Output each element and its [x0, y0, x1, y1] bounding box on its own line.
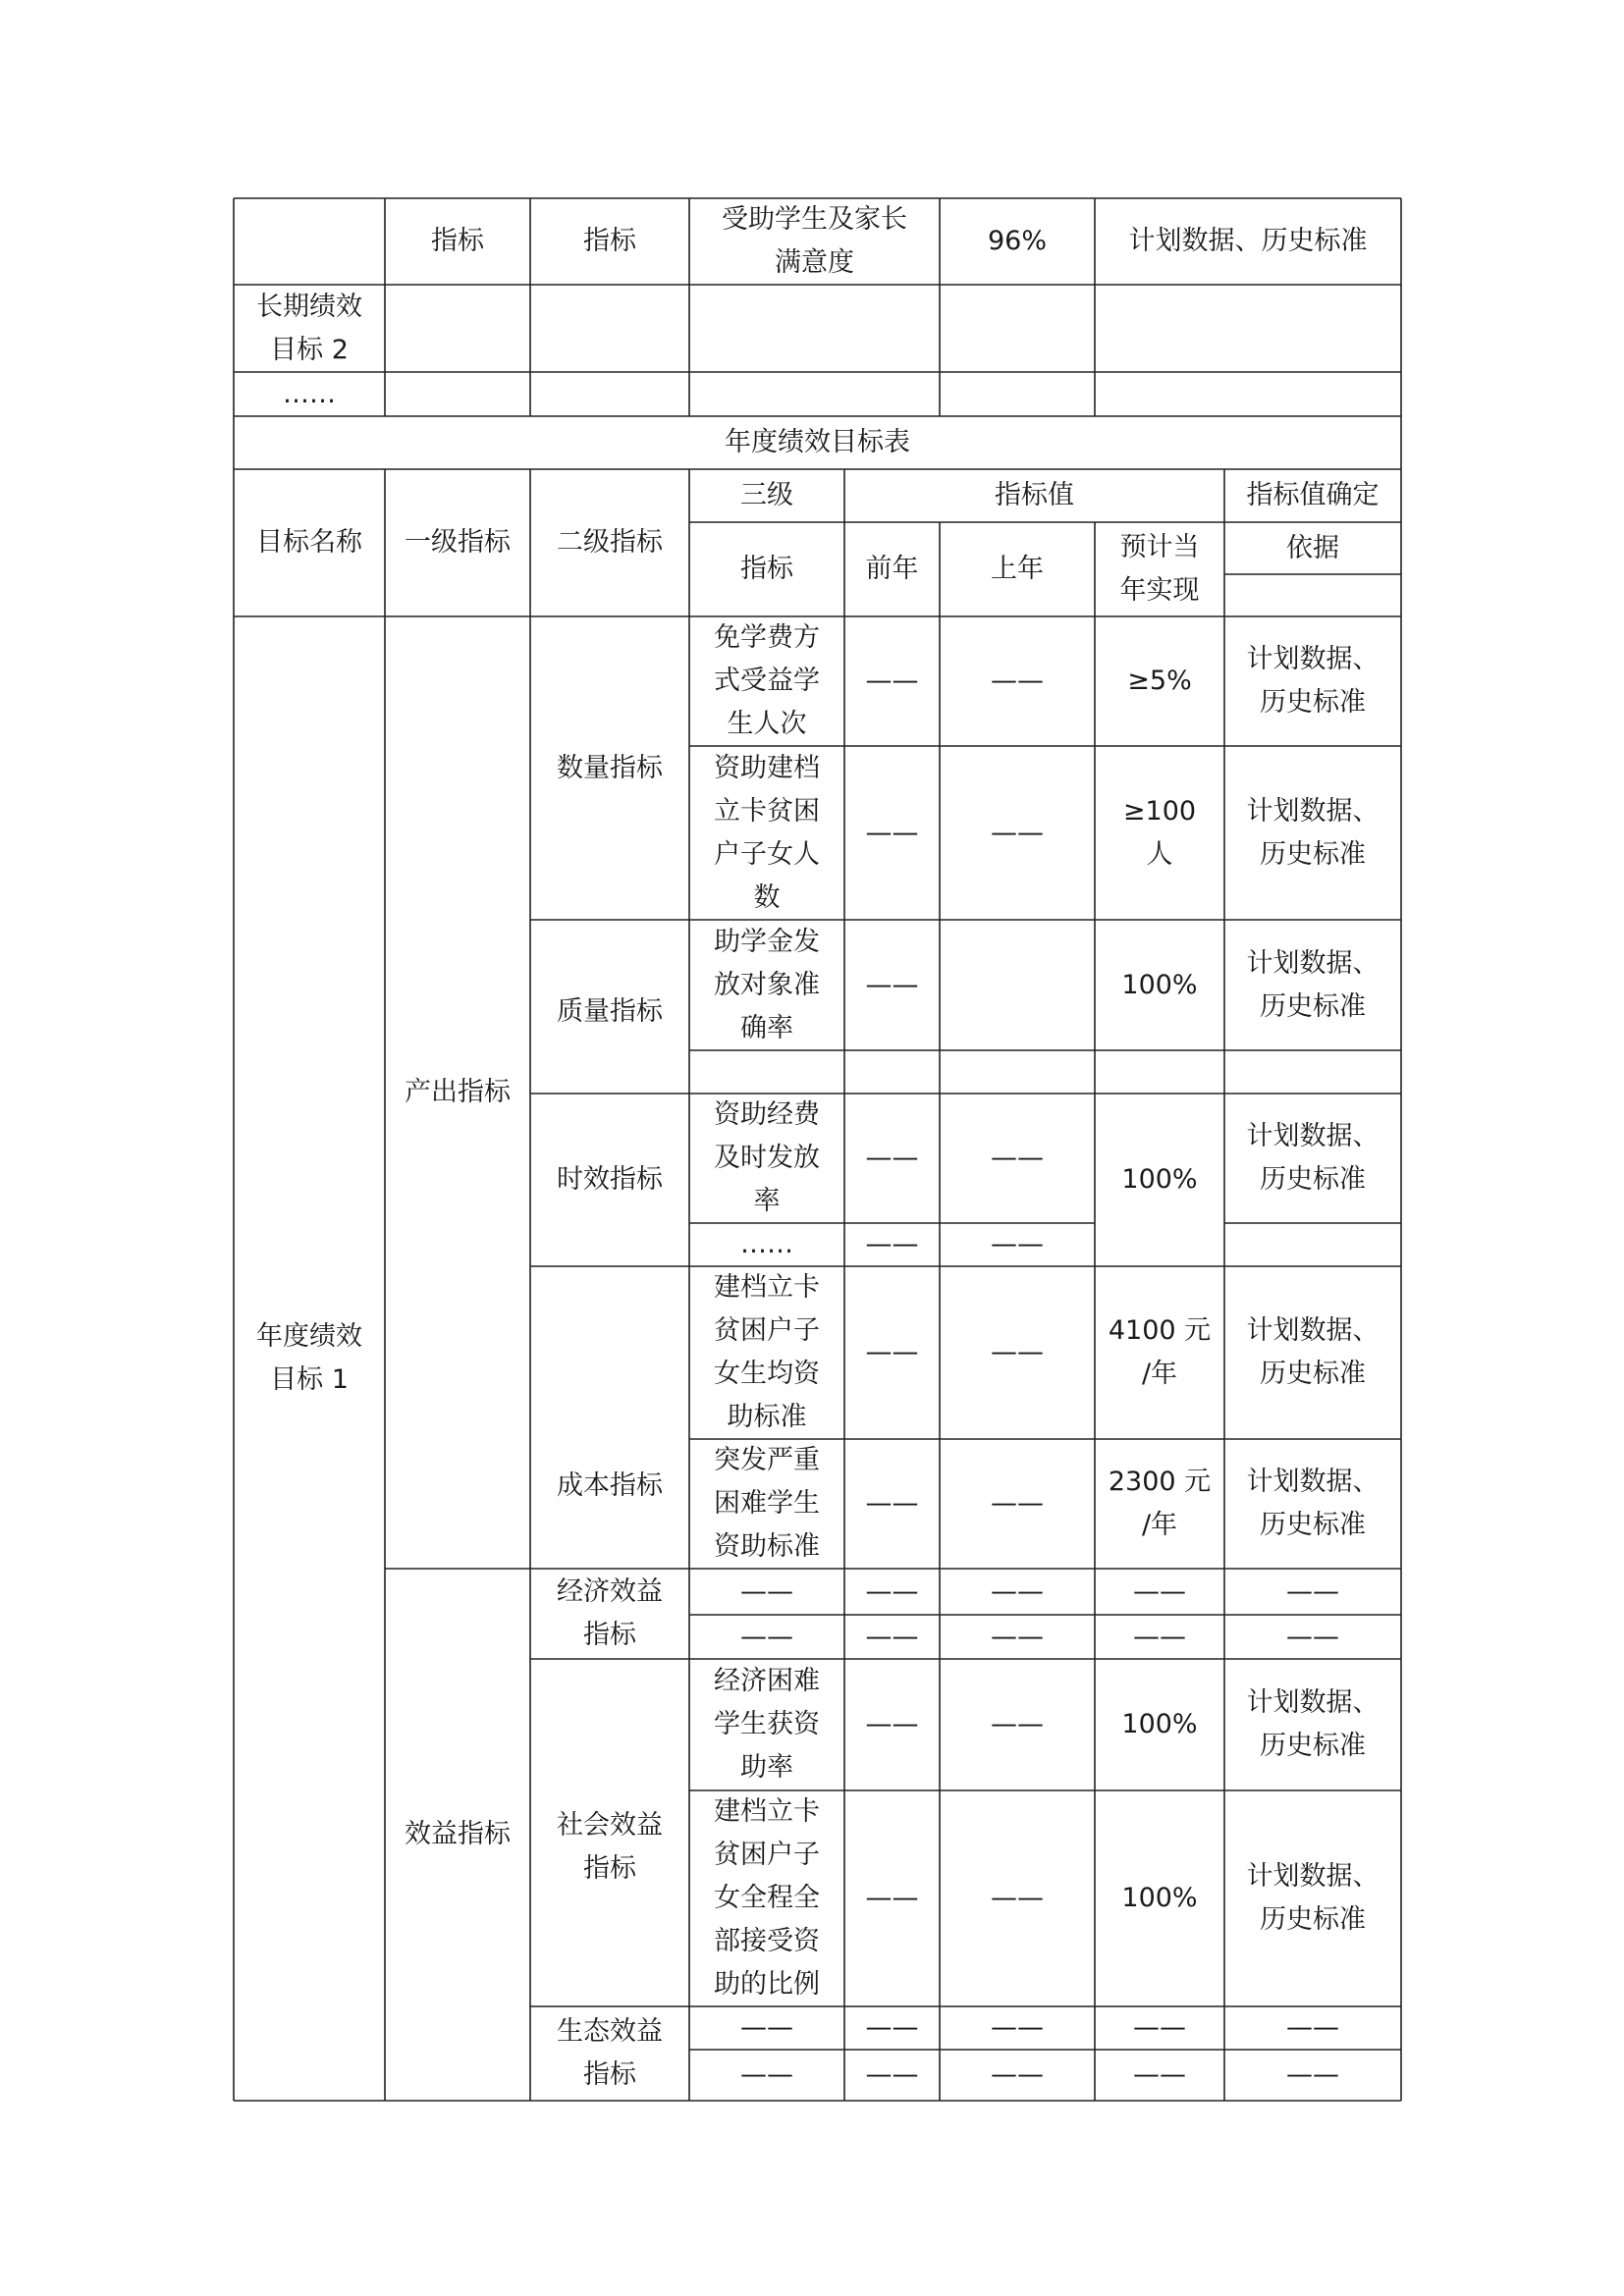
level2-quality: 质量指标 — [557, 995, 663, 1027]
row-c2-basis: 计划数据、 历史标准 — [1246, 1467, 1380, 1540]
row-t2-last: —— — [991, 1229, 1044, 1259]
row-c1-basis: 计划数据、 历史标准 — [1246, 1315, 1380, 1389]
row-e1-last: —— — [991, 1575, 1044, 1607]
header-level3-bottom: 指标 — [740, 554, 793, 584]
header-target-name: 目标名称 — [256, 527, 362, 558]
top-row1-value: 96% — [987, 226, 1047, 256]
long-term-target-2: 长期绩效 目标 2 — [256, 291, 362, 365]
row-q1-prev: —— — [865, 666, 919, 696]
row-t1-last: —— — [991, 1143, 1044, 1173]
row-g1-prev: —— — [865, 2012, 919, 2043]
row-ql1-prev: —— — [865, 969, 919, 1000]
header-expected: 预计当 年实现 — [1119, 532, 1200, 606]
row-g2-prev: —— — [865, 2059, 919, 2090]
level2-ecological: 生态效益 指标 — [557, 2016, 663, 2090]
row-q2-prev: —— — [865, 817, 919, 848]
level2-cost: 成本指标 — [557, 1470, 663, 1501]
row-c2-expected: 2300 元 /年 — [1108, 1467, 1212, 1540]
level2-timeliness: 时效指标 — [557, 1164, 663, 1195]
row-e2-name: —— — [740, 1621, 793, 1652]
row-s1-prev: —— — [865, 1709, 919, 1739]
header-last-year: 上年 — [991, 554, 1044, 584]
level1-output: 产出指标 — [405, 1077, 511, 1107]
annual-target-1: 年度绩效 目标 1 — [256, 1321, 362, 1395]
row-t1-expected: 100% — [1121, 1164, 1198, 1195]
row-q1-name: 免学费方 式受益学 生人次 — [714, 622, 820, 739]
header-values: 指标值 — [995, 480, 1074, 510]
row-ql1-name: 助学金发 放对象准 确率 — [714, 926, 820, 1043]
top-row1-col3: 指标 — [583, 226, 636, 256]
row-t2-ellipsis: …… — [740, 1229, 793, 1259]
row-t1-basis: 计划数据、 历史标准 — [1246, 1121, 1380, 1195]
row-q2-last: —— — [991, 817, 1044, 848]
row-t1-name: 资助经费 及时发放 率 — [714, 1099, 820, 1216]
row-c2-name: 突发严重 困难学生 资助标准 — [714, 1445, 820, 1562]
row-g1-expected: —— — [1133, 2012, 1186, 2043]
row-g2-name: —— — [740, 2059, 793, 2090]
row-e1-prev: —— — [865, 1575, 919, 1607]
annual-table-title: 年度绩效目标表 — [725, 427, 910, 457]
top-row3-ellipsis: …… — [283, 378, 336, 409]
row-g1-name: —— — [740, 2012, 793, 2043]
row-g2-expected: —— — [1133, 2059, 1186, 2090]
row-c1-prev: —— — [865, 1337, 919, 1367]
row-c2-prev: —— — [865, 1488, 919, 1519]
row-g1-last: —— — [991, 2012, 1044, 2043]
row-s1-expected: 100% — [1121, 1709, 1198, 1739]
row-c2-last: —— — [991, 1488, 1044, 1519]
row-q1-last: —— — [991, 666, 1044, 696]
row-c1-last: —— — [991, 1337, 1044, 1367]
row-g1-basis: —— — [1286, 2012, 1339, 2043]
top-row1-indicator: 受助学生及家长 满意度 — [722, 204, 907, 278]
level1-benefit: 效益指标 — [405, 1819, 511, 1849]
header-level1: 一级指标 — [405, 527, 511, 558]
row-e2-prev: —— — [865, 1621, 919, 1652]
row-c1-expected: 4100 元 /年 — [1108, 1315, 1212, 1389]
row-s2-basis: 计划数据、 历史标准 — [1246, 1861, 1380, 1935]
row-ql1-basis: 计划数据、 历史标准 — [1246, 947, 1380, 1022]
row-e1-name: —— — [740, 1575, 793, 1607]
row-t1-prev: —— — [865, 1143, 919, 1173]
level2-economic: 经济效益 指标 — [557, 1576, 663, 1650]
top-row1-col2: 指标 — [431, 226, 484, 256]
row-t2-prev: —— — [865, 1229, 919, 1259]
level2-quantity: 数量指标 — [557, 752, 663, 783]
top-row1-basis: 计划数据、历史标准 — [1128, 226, 1368, 256]
row-ql1-expected: 100% — [1121, 969, 1198, 1000]
row-q2-name: 资助建档 立卡贫困 户子女人 数 — [714, 752, 820, 913]
header-basis-top: 指标值确定 — [1246, 480, 1380, 510]
row-s2-last: —— — [991, 1883, 1044, 1913]
row-c1-name: 建档立卡 贫困户子 女生均资 助标准 — [714, 1272, 820, 1432]
level2-social: 社会效益 指标 — [557, 1810, 663, 1884]
row-s2-expected: 100% — [1121, 1883, 1198, 1913]
row-q2-expected: ≥100 人 — [1122, 795, 1197, 870]
row-e2-last: —— — [991, 1621, 1044, 1652]
row-q1-basis: 计划数据、 历史标准 — [1246, 644, 1380, 718]
row-g2-last: —— — [991, 2059, 1044, 2090]
row-e1-basis: —— — [1286, 1575, 1339, 1607]
row-s2-name: 建档立卡 贫困户子 女全程全 部接受资 助的比例 — [714, 1796, 820, 2000]
row-e1-expected: —— — [1133, 1575, 1186, 1607]
row-s2-prev: —— — [865, 1883, 919, 1913]
row-e2-expected: —— — [1133, 1621, 1186, 1652]
row-s1-name: 经济困难 学生获资 助率 — [714, 1666, 820, 1783]
header-level3-top: 三级 — [740, 480, 793, 510]
row-q1-expected: ≥5% — [1127, 666, 1192, 696]
header-basis-bottom: 依据 — [1286, 532, 1339, 563]
header-prev-year: 前年 — [865, 554, 919, 584]
row-s1-last: —— — [991, 1709, 1044, 1739]
header-level2: 二级指标 — [557, 527, 663, 558]
row-e2-basis: —— — [1286, 1621, 1339, 1652]
row-q2-basis: 计划数据、 历史标准 — [1246, 795, 1380, 870]
row-g2-basis: —— — [1286, 2059, 1339, 2090]
row-s1-basis: 计划数据、 历史标准 — [1246, 1687, 1380, 1761]
